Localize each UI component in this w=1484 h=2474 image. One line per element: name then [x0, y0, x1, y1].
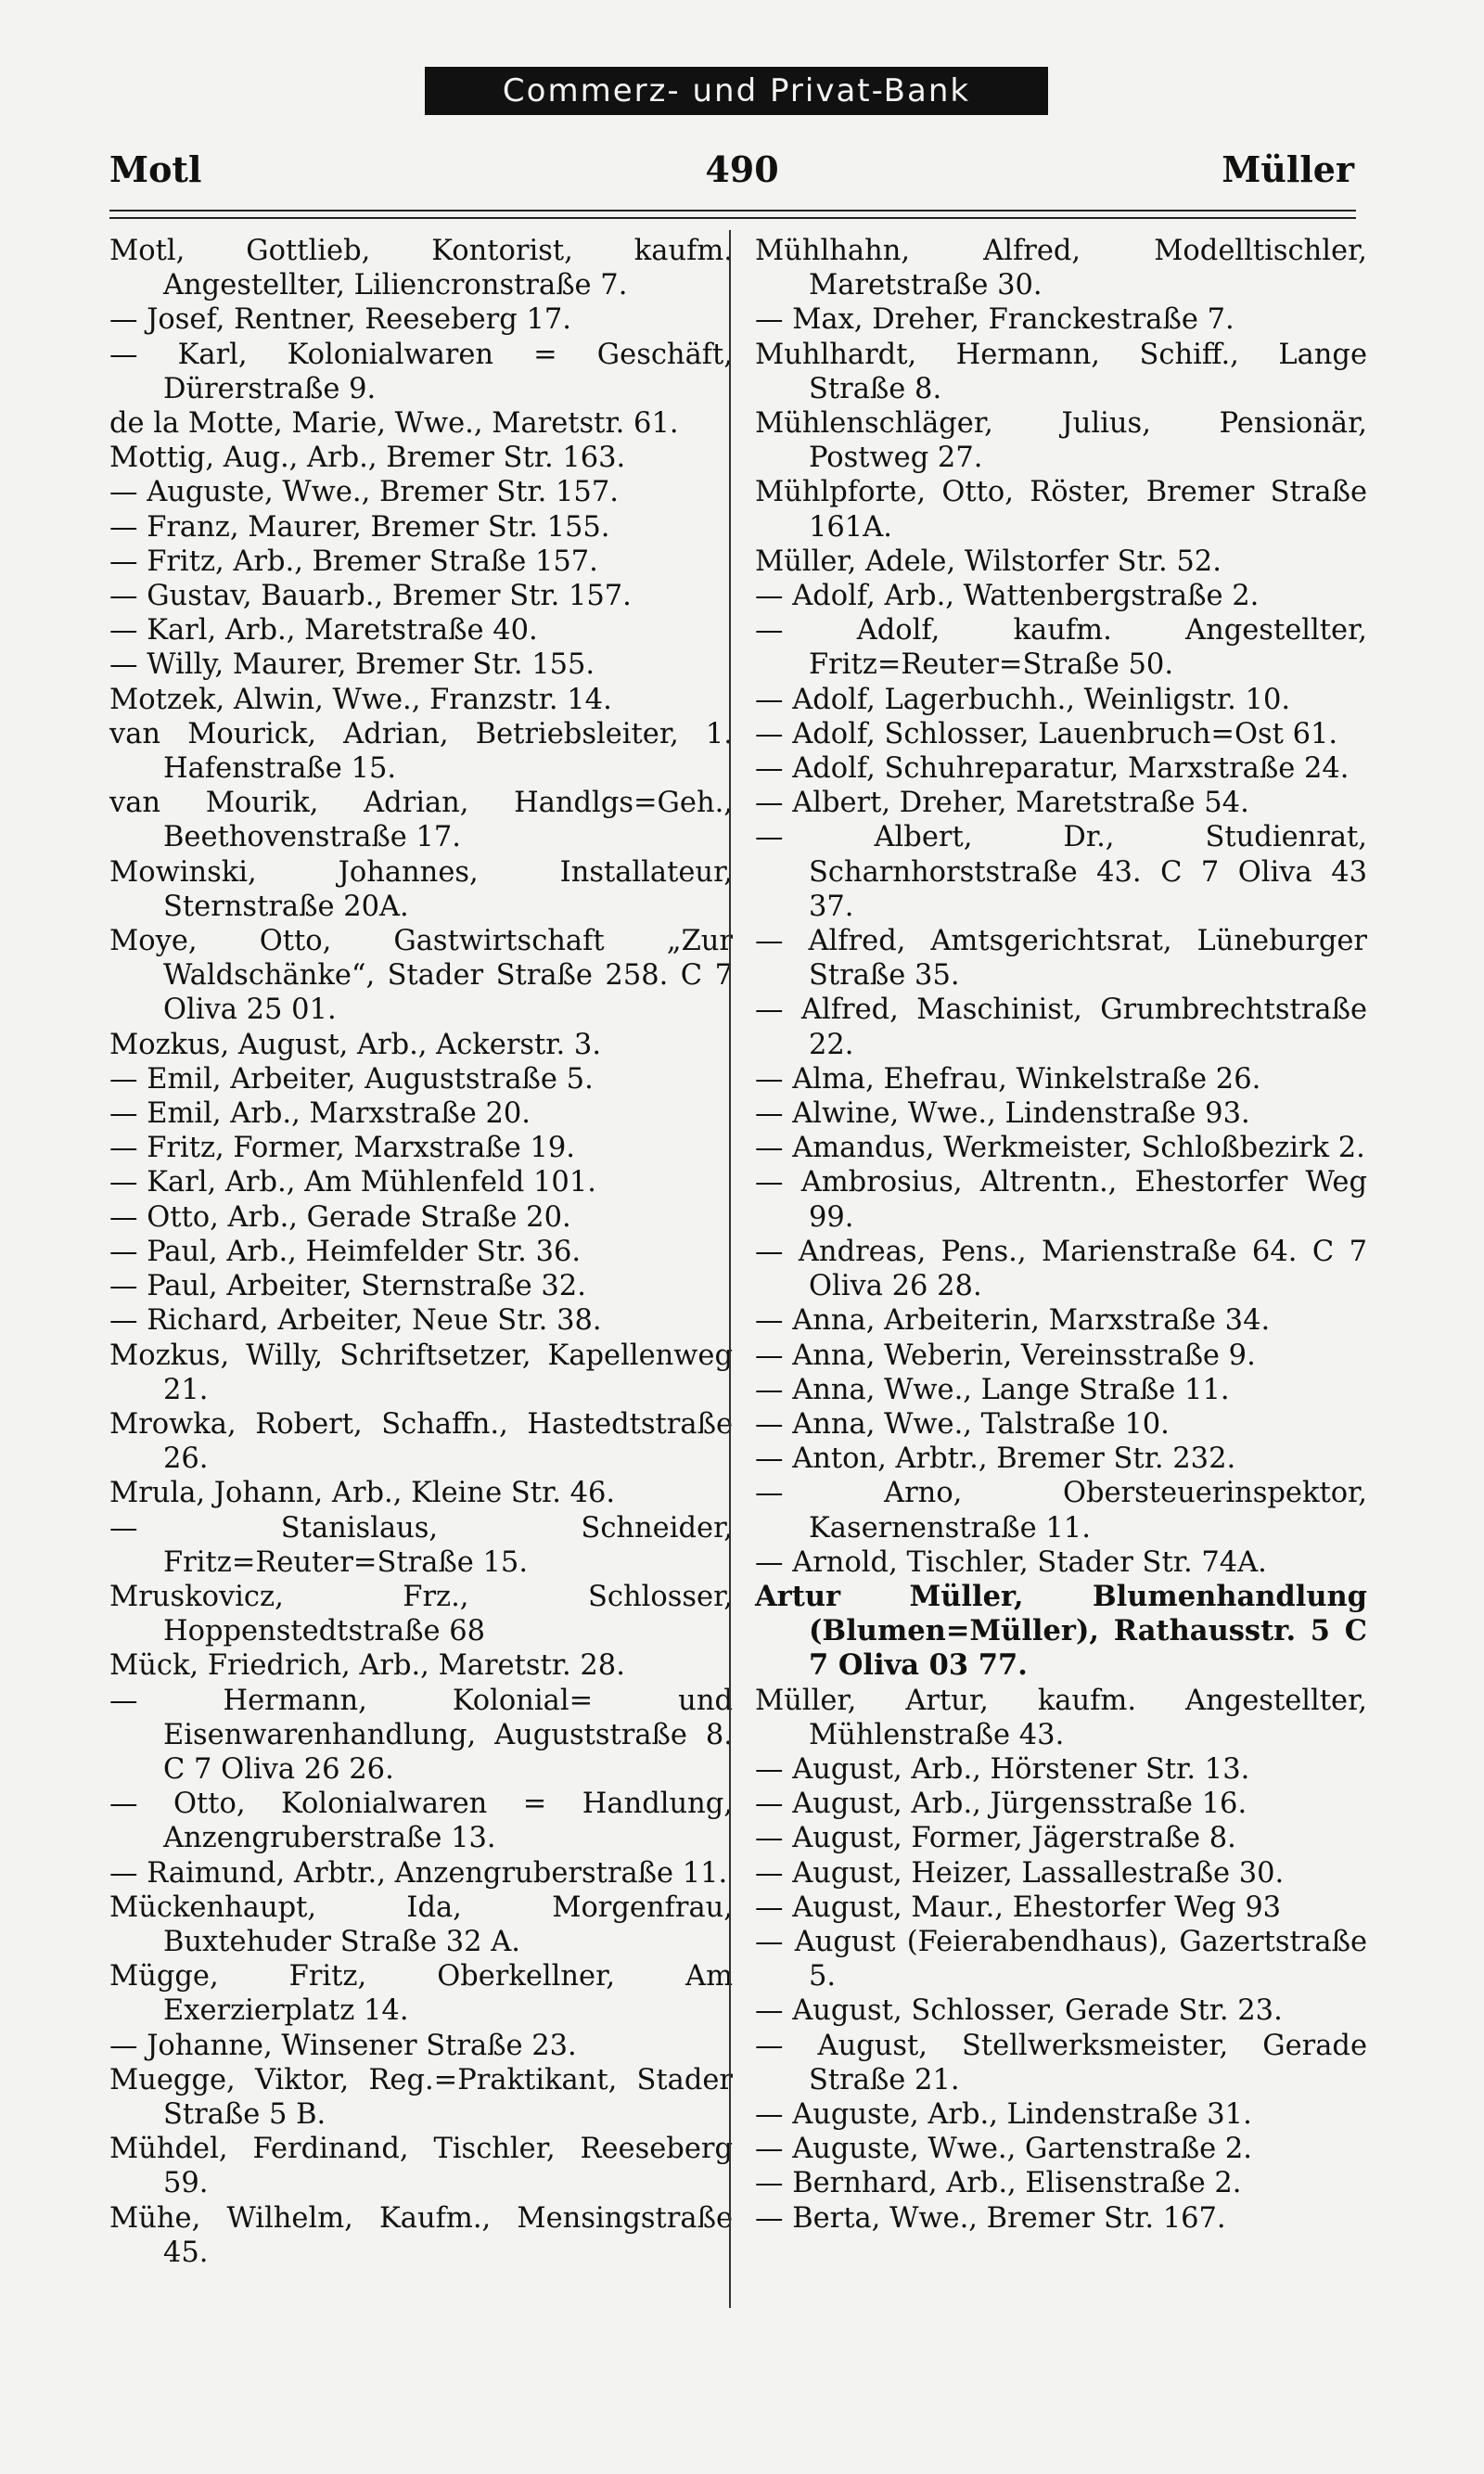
directory-entry: — Paul, Arb., Heimfelder Str. 36.	[109, 1235, 582, 1268]
directory-entry: — Bernhard, Arb., Elisenstraße 2.	[755, 2167, 1242, 2200]
directory-entry: — Richard, Arbeiter, Neue Str. 38.	[109, 1304, 602, 1338]
directory-entry: — Albert, Dreher, Maretstraße 54.	[755, 787, 1249, 820]
directory-entry: Mrowka, Robert, Schaffn., Hastedtstraße 26.	[109, 1407, 733, 1476]
directory-entry: Mozkus, August, Arb., Ackerstr. 3.	[109, 1028, 602, 1061]
directory-entry: — August, Maur., Ehestorfer Weg 93	[755, 1891, 1282, 1924]
directory-entry: Mozkus, Willy, Schriftsetzer, Kapellenweg 21.	[109, 1339, 733, 1406]
directory-entry: — Johanne, Winsener Straße 23.	[109, 2029, 577, 2062]
directory-entry: Mrula, Johann, Arb., Kleine Str. 46.	[109, 1477, 616, 1510]
directory-entry: — Paul, Arbeiter, Sternstraße 32.	[109, 1270, 586, 1303]
directory-entry: — Otto, Kolonialwaren = Handlung, Anzengruberstraße 13.	[109, 1788, 733, 1855]
directory-entry: Mühlenschläger, Julius, Pensionär, Postweg 27.	[755, 407, 1367, 475]
directory-entry: — Anna, Weberin, Vereinsstraße 9.	[755, 1339, 1256, 1372]
directory-entry: — Anton, Arbtr., Bremer Str. 232.	[755, 1442, 1236, 1476]
directory-entry: Mügge, Fritz, Oberkellner, Am Exerzierplatz 14.	[109, 1960, 733, 2028]
directory-entry: Müller, Adele, Wilstorfer Str. 52.	[755, 545, 1222, 578]
directory-entry: van Mourik, Adrian, Handlgs=Geh., Beethovenstraße 17.	[109, 787, 733, 854]
right-column	[755, 234, 1367, 2236]
directory-entry: — Max, Dreher, Franckestraße 7.	[755, 303, 1235, 337]
directory-entry: — Berta, Wwe., Bremer Str. 167.	[755, 2201, 1226, 2235]
bank-banner: Commerz- und Privat-Bank	[425, 67, 1048, 115]
directory-entry: Artur Müller, Blumenhandlung (Blumen=Müller), Rathausstr. 5 C 7 Oliva 03 77.	[755, 1579, 1367, 1683]
directory-entry: — Emil, Arb., Marxstraße 20.	[109, 1097, 531, 1131]
directory-entry: — Adolf, Schlosser, Lauenbruch=Ost 61.	[755, 717, 1338, 750]
header-first-name: Motl	[109, 148, 202, 190]
directory-entry: — Willy, Maurer, Bremer Str. 155.	[109, 648, 595, 682]
directory-entry: Moye, Otto, Gastwirtschaft „Zur Waldschänke“, Stader Straße 258. C 7 Oliva 25 01.	[109, 925, 733, 1027]
directory-entry: — Hermann, Kolonial= und Eisenwarenhandlung, Auguststraße 8. C 7 Oliva 26 26.	[109, 1684, 733, 1786]
directory-entry: Müller, Artur, kaufm. Angestellter, Mühlenstraße 43.	[755, 1684, 1367, 1751]
directory-entry: — August, Stellwerksmeister, Gerade Straße 21.	[755, 2029, 1367, 2096]
directory-entry: — Otto, Arb., Gerade Straße 20.	[109, 1200, 571, 1234]
directory-entry: — Arno, Obersteuerinspektor, Kasernenstraße 11.	[755, 1477, 1367, 1545]
directory-entry: — Adolf, Arb., Wattenbergstraße 2.	[755, 580, 1260, 613]
directory-entry: Mückenhaupt, Ida, Morgenfrau, Buxtehuder Straße 32 A.	[109, 1891, 733, 1958]
directory-entry: — Alfred, Amtsgerichtsrat, Lüneburger Straße 35.	[755, 925, 1367, 993]
directory-entry: — Raimund, Arbtr., Anzengruberstraße 11.	[109, 1856, 728, 1890]
directory-entry: Mühlpforte, Otto, Röster, Bremer Straße 161A.	[755, 476, 1367, 544]
directory-entry: — August, Heizer, Lassallestraße 30.	[755, 1856, 1285, 1890]
directory-entry: — Anna, Wwe., Talstraße 10.	[755, 1407, 1170, 1441]
directory-entry: — August, Arb., Jürgensstraße 16.	[755, 1788, 1247, 1821]
directory-entry: — Karl, Kolonialwaren = Geschäft, Dürerstraße 9.	[109, 338, 733, 405]
header-rule-bottom	[109, 217, 1356, 219]
page-number: 490	[705, 148, 779, 190]
directory-entry: — Anna, Wwe., Lange Straße 11.	[755, 1373, 1230, 1406]
directory-entry: — Adolf, kaufm. Angestellter, Fritz=Reuter=Straße 50.	[755, 614, 1367, 682]
directory-entry: — Fritz, Former, Marxstraße 19.	[109, 1132, 575, 1165]
directory-entry: — Arnold, Tischler, Stader Str. 74A.	[755, 1545, 1267, 1579]
directory-entry: Mruskovicz, Frz., Schlosser, Hoppenstedtstraße 68	[109, 1580, 733, 1648]
directory-entry: van Mourick, Adrian, Betriebsleiter, 1. Hafenstraße 15.	[109, 717, 733, 786]
directory-entry: Mühdel, Ferdinand, Tischler, Reeseberg 59.	[109, 2133, 733, 2200]
directory-entry: — Alwine, Wwe., Lindenstraße 93.	[755, 1097, 1250, 1131]
directory-entry: — Gustav, Bauarb., Bremer Str. 157.	[109, 580, 632, 613]
directory-entry: — Albert, Dr., Studienrat, Scharnhorststraße 43. C 7 Oliva 43 37.	[755, 821, 1367, 923]
directory-entry: de la Motte, Marie, Wwe., Maretstr. 61.	[109, 407, 679, 441]
directory-entry: — August, Schlosser, Gerade Str. 23.	[755, 1994, 1283, 2028]
directory-entry: — Amandus, Werkmeister, Schloßbezirk 2.	[755, 1132, 1365, 1165]
directory-entry: — Anna, Arbeiterin, Marxstraße 34.	[755, 1304, 1271, 1338]
directory-entry: — Fritz, Arb., Bremer Straße 157.	[109, 545, 598, 578]
directory-entry: — Auguste, Wwe., Bremer Str. 157.	[109, 476, 619, 509]
directory-entry: — Auguste, Wwe., Gartenstraße 2.	[755, 2133, 1252, 2166]
column-divider	[729, 230, 731, 2308]
directory-entry: — Ambrosius, Altrentn., Ehestorfer Weg 99.	[755, 1166, 1367, 1234]
directory-entry: Mottig, Aug., Arb., Bremer Str. 163.	[109, 442, 626, 475]
directory-entry: — Franz, Maurer, Bremer Str. 155.	[109, 510, 610, 544]
directory-entry: — Adolf, Lagerbuchh., Weinligstr. 10.	[755, 683, 1291, 716]
directory-entry: — August, Former, Jägerstraße 8.	[755, 1822, 1236, 1855]
directory-entry: — Josef, Rentner, Reeseberg 17.	[109, 303, 571, 337]
directory-entry: — Alma, Ehefrau, Winkelstraße 26.	[755, 1062, 1261, 1096]
directory-entry: — Andreas, Pens., Marienstraße 64. C 7 Oliva 26 28.	[755, 1235, 1367, 1303]
directory-entry: — Adolf, Schuhreparatur, Marxstraße 24.	[755, 752, 1350, 786]
header-rule-top	[109, 210, 1356, 212]
left-column	[109, 234, 733, 2270]
directory-entry: — Auguste, Arb., Lindenstraße 31.	[755, 2097, 1252, 2131]
directory-entry: — Karl, Arb., Maretstraße 40.	[109, 614, 538, 647]
header-last-name: Müller	[1222, 148, 1354, 190]
directory-entry: — Alfred, Maschinist, Grumbrechtstraße 22.	[755, 993, 1367, 1061]
directory-entry: Motl, Gottlieb, Kontorist, kaufm. Angestellter, Liliencronstraße 7.	[109, 235, 733, 302]
directory-entry: — August (Feierabendhaus), Gazertstraße 5.	[755, 1925, 1367, 1993]
directory-entry: — August, Arb., Hörstener Str. 13.	[755, 1752, 1250, 1786]
directory-entry: — Karl, Arb., Am Mühlenfeld 101.	[109, 1166, 596, 1199]
directory-entry: Mück, Friedrich, Arb., Maretstr. 28.	[109, 1649, 625, 1683]
directory-entry: Mowinski, Johannes, Installateur, Sternstraße 20A.	[109, 855, 733, 923]
directory-entry: Mühe, Wilhelm, Kaufm., Mensingstraße 45.	[109, 2201, 733, 2269]
directory-entry: Muhlhardt, Hermann, Schiff., Lange Straße 8.	[755, 338, 1367, 405]
directory-entry: Mühlhahn, Alfred, Modelltischler, Maretstraße 30.	[755, 235, 1367, 302]
directory-entry: Motzek, Alwin, Wwe., Franzstr. 14.	[109, 683, 612, 716]
directory-entry: — Stanislaus, Schneider, Fritz=Reuter=Straße 15.	[109, 1511, 733, 1579]
directory-entry: Muegge, Viktor, Reg.=Praktikant, Stader Straße 5 B.	[109, 2063, 733, 2131]
directory-entry: — Emil, Arbeiter, Auguststraße 5.	[109, 1062, 594, 1096]
